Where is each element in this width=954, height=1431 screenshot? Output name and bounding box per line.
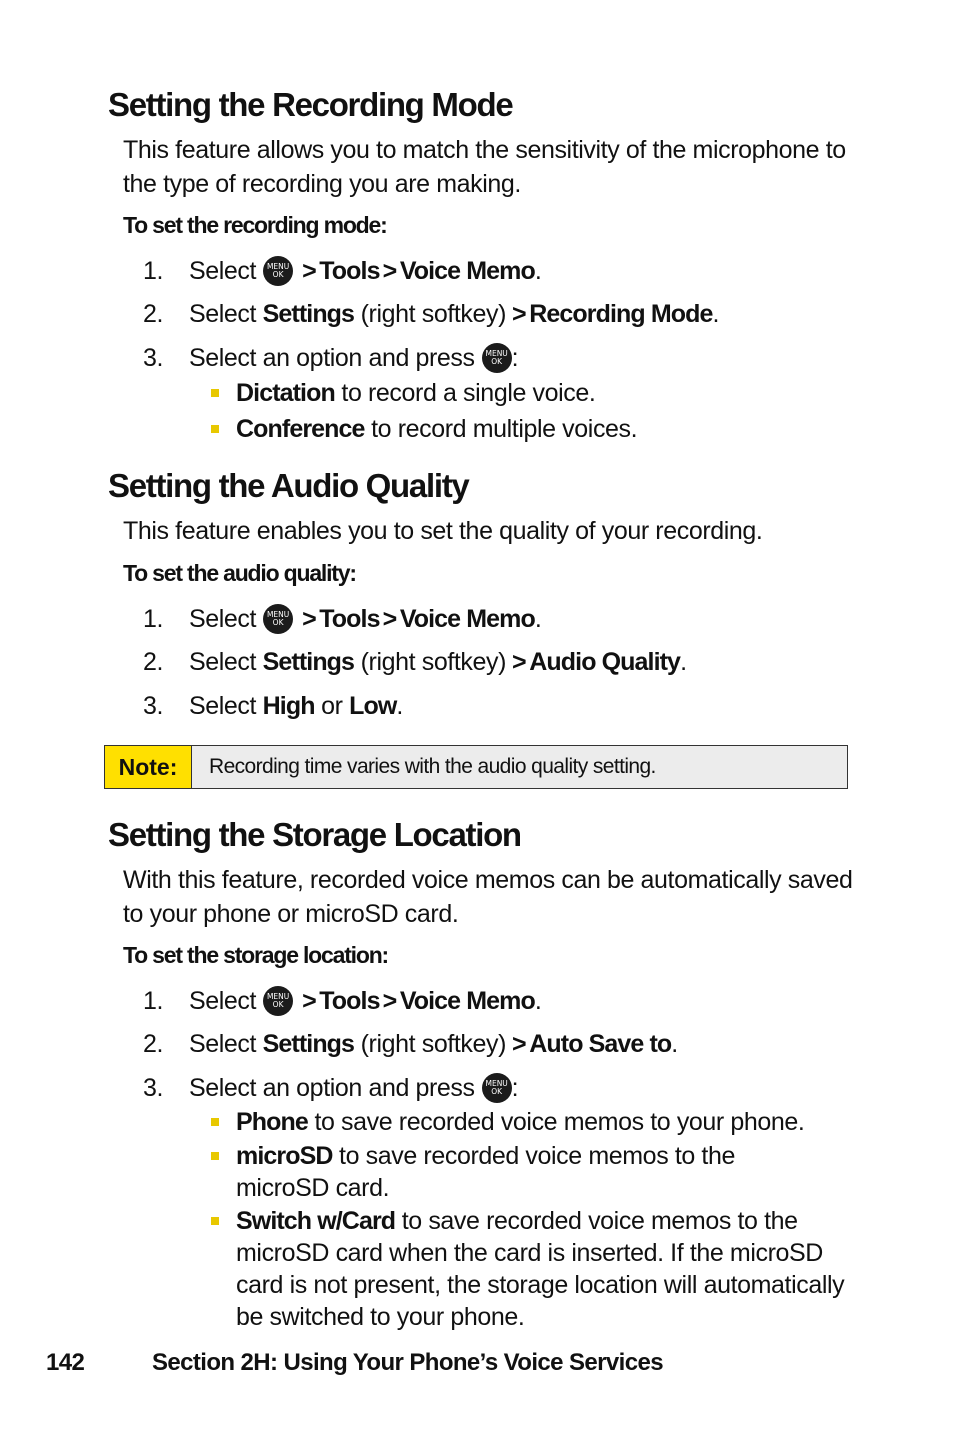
section-title-storage-location: Setting the Storage Location — [108, 816, 521, 853]
menu-ok-key-icon: MENU OK — [263, 986, 293, 1016]
intro-recording-mode: This feature allows you to match the sensitivity of the microphone to the type of recording you are making. — [123, 136, 846, 198]
step-2-storage-location: 2. Select Settings (right softkey) > Auto Save to . — [143, 1030, 678, 1058]
bullet-square-icon — [211, 1118, 219, 1126]
bullet-square-icon — [211, 1152, 219, 1160]
intro-audio-quality: This feature enables you to set the quality of your recording. — [123, 517, 763, 545]
intro-storage-location: With this feature, recorded voice memos can be automatically saved to your phone or microSD card. — [123, 866, 853, 928]
note-text: Recording time varies with the audio quality setting. — [192, 746, 847, 788]
bullet-dictation: Dictation to record a single voice. — [211, 377, 851, 409]
subheading-recording-mode: To set the recording mode: — [123, 212, 387, 238]
menu-ok-key-icon: MENU OK — [482, 1073, 512, 1103]
note-box — [104, 745, 848, 789]
bullet-phone: Phone to save recorded voice memos to your phone. — [211, 1106, 851, 1138]
section-title-audio-quality: Setting the Audio Quality — [108, 467, 469, 504]
note-label: Note: — [105, 746, 192, 788]
step-1-audio-quality: 1. Select MENU OK > Tools > Voice Memo . — [143, 605, 542, 633]
page-number: 142 — [46, 1349, 85, 1376]
step-2-recording-mode: 2. Select Settings (right softkey) > Recording Mode . — [143, 300, 720, 328]
step-3-audio-quality: 3. Select High or Low . — [143, 692, 403, 720]
section-title-recording-mode: Setting the Recording Mode — [108, 86, 513, 123]
step-3-storage-location: 3. Select an option and press MENU OK : — [143, 1074, 519, 1102]
step-2-audio-quality: 2. Select Settings (right softkey) > Audio Quality . — [143, 648, 687, 676]
step-3-recording-mode: 3. Select an option and press MENU OK : — [143, 344, 519, 372]
menu-ok-key-icon: MENU OK — [263, 256, 293, 286]
step-1-storage-location: 1. Select MENU OK > Tools > Voice Memo . — [143, 987, 542, 1015]
bullet-conference: Conference to record multiple voices. — [211, 413, 851, 445]
bullet-square-icon — [211, 1217, 219, 1225]
menu-ok-key-icon: MENU OK — [263, 604, 293, 634]
menu-ok-key-icon: MENU OK — [482, 343, 512, 373]
subheading-audio-quality: To set the audio quality: — [123, 560, 356, 586]
bullet-microsd: microSD to save recorded voice memos to the microSD card. — [211, 1140, 781, 1204]
bullet-square-icon — [211, 425, 219, 433]
section-footer: Section 2H: Using Your Phone’s Voice Services — [152, 1349, 663, 1376]
bullet-square-icon — [211, 389, 219, 397]
step-1-recording-mode: 1. Select MENU OK > Tools > Voice Memo . — [143, 257, 542, 285]
bullet-switch-w-card: Switch w/Card to save recorded voice memos to the microSD card when the card is inserted. If the microSD card is not present, the storage location will automatically be switched to your phone. — [211, 1205, 846, 1333]
subheading-storage-location: To set the storage location: — [123, 942, 389, 968]
